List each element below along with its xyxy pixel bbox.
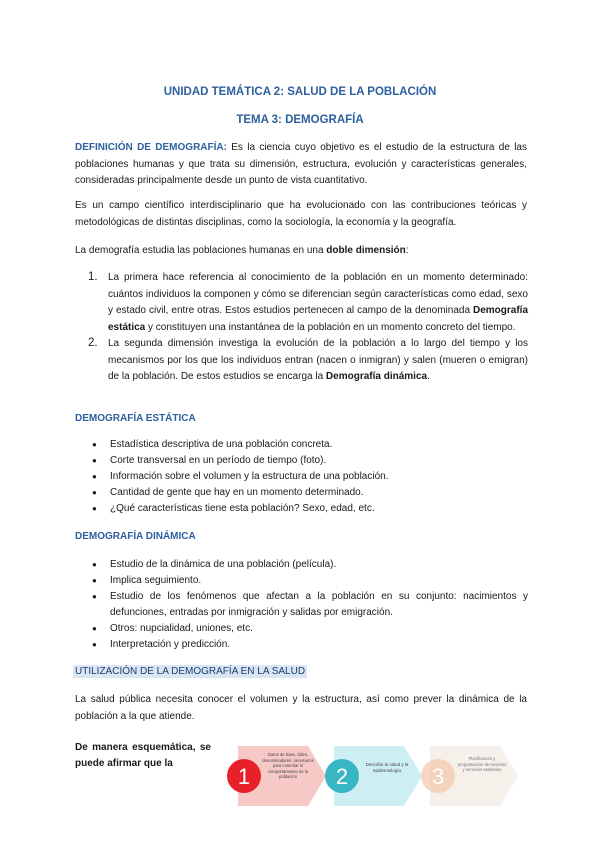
list-item (92, 557, 528, 573)
list-item (92, 589, 528, 621)
list-item-text: Información sobre el volumen y la estructura de una población. (110, 471, 389, 482)
list-item-text: Estudio de los fenómenos que afectan a la población en su conjunto: nacimientos y defunciones, entradas por inmigración y salidas por emigración. (110, 591, 528, 618)
step-2-number: 2 (335, 764, 349, 789)
intro-end: : (405, 245, 409, 256)
list-item (92, 437, 528, 453)
dimension-number: 2. (88, 337, 98, 349)
intro-text: La demografía estudia las poblaciones humanas en una (75, 245, 327, 256)
static-list (92, 437, 528, 517)
definition-label: DEFINICIÓN DE DEMOGRAFÍA: (75, 142, 227, 153)
bullet-icon: ● (92, 472, 97, 481)
bullet-icon: ● (92, 624, 97, 633)
bullet-icon: ● (92, 440, 97, 449)
list-item-text: ¿Qué características tiene esta población? Sexo, edad, etc. (110, 503, 375, 514)
list-item-text: Interpretación y predicción. (110, 639, 231, 650)
dimension-item-2 (88, 336, 528, 386)
bullet-icon: ● (92, 560, 97, 569)
dimension-item-1 (88, 270, 528, 336)
step-3-text: Planificación y programación de recursos y servicios sanitarios (457, 756, 507, 772)
bullet-icon: ● (92, 456, 97, 465)
list-item-text: Otros: nupcialidad, uniones, etc. (110, 623, 253, 634)
list-item (92, 501, 528, 517)
step-1-text-box (262, 752, 314, 802)
bullet-icon: ● (92, 576, 97, 585)
bullet-icon: ● (92, 640, 97, 649)
dimension-bold: Demografía estática (108, 305, 528, 333)
field-paragraph: Es un campo científico interdisciplinario que ha evolucionado con las contribuciones teóricas y metodológicas de distintas disciplinas, como la sociología, la economía y la geografía. (75, 200, 527, 228)
topic-title: TEMA 3: DEMOGRAFÍA (236, 114, 364, 126)
unit-title: UNIDAD TEMÁTICA 2: SALUD DE LA POBLACIÓN (163, 86, 437, 98)
definition-paragraph (75, 140, 527, 190)
intro-paragraph (75, 243, 527, 260)
step-2-text-box (362, 762, 412, 792)
dimensions-list (88, 270, 528, 386)
list-item-text: Estadística descriptiva de una población concreta. (110, 439, 333, 450)
bullet-icon: ● (92, 488, 97, 497)
dynamic-list (92, 557, 528, 653)
list-item (92, 621, 528, 637)
step-3-number: 3 (431, 764, 445, 789)
intro-bold: doble dimensión (326, 245, 406, 256)
health-paragraph: La salud pública necesita conocer el volumen y la estructura, así como prever la dinámica de la población a la que atiende. (75, 694, 527, 722)
dimension-text: La segunda dimensión investiga la evolución de la población a lo largo del tiempo y los mecanismos por los que los individuos entran (nacen o inmigran) y salen (mueren o emigran) de la población. De estos estudios se encarga la (108, 338, 528, 382)
dynamic-heading: DEMOGRAFÍA DINÁMICA (75, 531, 196, 542)
dimension-number: 1. (88, 271, 98, 283)
list-item-text: Estudio de la dinámica de una población (película). (110, 559, 337, 570)
list-item (92, 485, 528, 501)
bullet-icon: ● (92, 504, 97, 513)
step-1-number: 1 (237, 764, 251, 789)
dimension-text-end: y constituyen una instantánea de la población en un momento concreto del tiempo. (145, 321, 516, 333)
list-item-text: Cantidad de gente que hay en un momento determinado. (110, 487, 364, 498)
bullet-icon: ● (92, 592, 97, 601)
step-1-text: Datos de base, útiles, denominadores, necesarios para controlar el comportamiento de la población (262, 752, 314, 779)
static-heading: DEMOGRAFÍA ESTÁTICA (75, 413, 196, 424)
step-3-text-box (457, 756, 507, 798)
dimension-text: La primera hace referencia al conocimiento de la población en un momento determinado: cuántos individuos la componen y cómo se diferencian según características como edad, sexo y estado civil, entre otras. Estos estudios pertenecen al campo de la denominada (108, 272, 528, 316)
list-item (92, 637, 528, 653)
health-heading: UTILIZACIÓN DE LA DEMOGRAFÍA EN LA SALUD (75, 666, 306, 677)
dimension-text-end: . (427, 371, 430, 382)
list-item (92, 453, 528, 469)
schema-paragraph: De manera esquemática, se puede afirmar que la (75, 742, 211, 769)
list-item-text: Implica seguimiento. (110, 575, 202, 586)
list-item (92, 573, 528, 589)
dimension-bold: Demografía dinámica (325, 371, 428, 382)
process-diagram (222, 740, 522, 812)
step-2-text: Describir la salud y la epidemiología (365, 762, 409, 773)
definition-text: Es la ciencia cuyo objetivo es el estudio de la estructura de las poblaciones humanas y que trata su dimensión, estructura, evolución y características generales, consideradas principalmente desde un punto de vista cuantitativo. (75, 142, 527, 186)
list-item (92, 469, 528, 485)
list-item-text: Corte transversal en un período de tiempo (foto). (110, 455, 327, 466)
